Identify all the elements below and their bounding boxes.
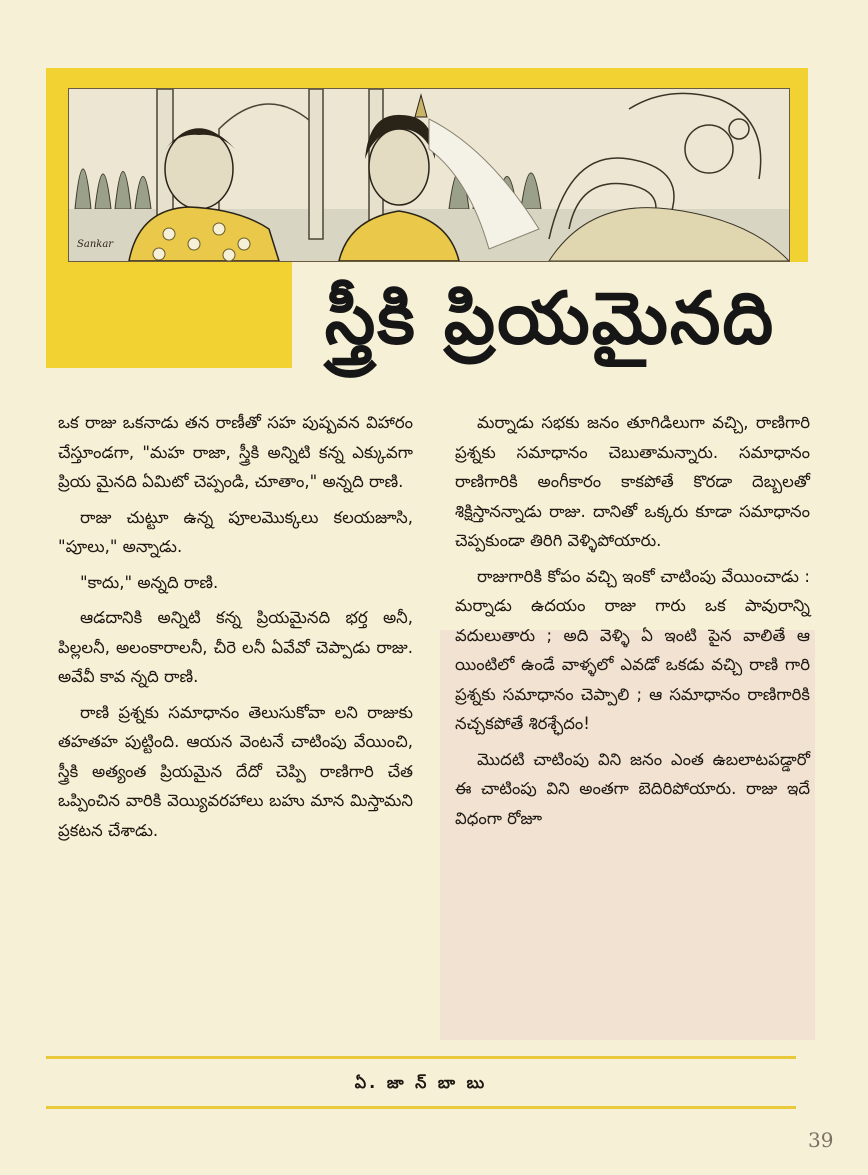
byline-rule-top — [46, 1056, 796, 1059]
paragraph: ఒక రాజు ఒకనాడు తన రాణీతో సహ పుష్పవన విహారం చేస్తూండగా, "మహ రాజా, స్త్రీకి అన్నిటి కన్న ఎక్కువగా ప్రియ మైనది ఏమిటో చెప్పండి, చూతాం," అన్నది రాణి. — [58, 413, 413, 491]
paragraph: రాజు చుట్టూ ఉన్న పూలమొక్కలు కలయజూసి, "పూలు," అన్నాడు. — [58, 507, 413, 556]
paragraph: మర్నాడు సభకు జనం తూగిడిలుగా వచ్చి, రాణిగారి ప్రశ్నకు సమాధానం చెబుతామన్నారు. సమాధానం రాణిగారికి అంగీకారం కాకపోతే కొరడా దెబ్బలతో శిక్షిస్తానన్నాడు రాజు. దానితో ఒక్కరు కూడా సమాధానం చెప్పకుండా తిరిగి వెళ్ళిపోయారు. — [455, 413, 810, 550]
story-title: స్త్రీకి ప్రియమైనది — [324, 276, 776, 360]
author-byline: ఏ. జా న్ బా బు — [354, 1073, 488, 1092]
king-queen-illustration — [69, 89, 789, 261]
left-column — [58, 408, 413, 851]
header-illustration — [68, 88, 790, 262]
paragraph: రాజుగారికి కోపం వచ్చి ఇంకో చాటింపు వేయించాడు : మర్నాడు ఉదయం రాజు గారు ఒక పావురాన్ని వదులుతారు ; అది వెళ్ళి ఏ ఇంటి పైన వాలితే ఆ యింటిలో ఉండే వాళ్ళలో ఎవడో ఒకడు వచ్చి రాణి గారి ప్రశ్నకు సమాధానం చెప్పాలి ; ఆ సమాధానం రాణిగారికి నచ్చకపోతే శిరశ్ఛేదం! — [455, 566, 810, 733]
byline-rule-bottom — [46, 1106, 796, 1109]
illustrator-signature: Sankar — [77, 239, 114, 250]
paragraph: రాణి ప్రశ్నకు సమాధానం తెలుసుకోవా లని రాజుకు తహతహ పుట్టింది. ఆయన వెంటనే చాటింపు వేయించి, స్త్రీకి అత్యంత ప్రియమైన దేదో చెప్పి రాణిగారి చేత ఒప్పించిన వారికి వెయ్యివరహాలు బహు మాన మిస్తామని ప్రకటన చేశాడు. — [58, 702, 413, 840]
paragraph: మొదటి చాటింపు విని జనం ఎంత ఉబలాటపడ్డారో ఈ చాటింపు విని అంతగా బెదిరిపోయారు. రాజు ఇదే విధంగా రోజూ — [455, 749, 810, 828]
paragraph: ఆడదానికి అన్నిటి కన్న ప్రియమైనది భర్త అనీ, పిల్లలనీ, అలంకారాలనీ, చీరె లనీ ఏవేవో చెప్పాడు రాజు. అవేవీ కావ న్నది రాణి. — [58, 608, 413, 686]
paragraph: "కాదు," అన్నది రాణి. — [80, 572, 219, 592]
right-column — [455, 408, 810, 839]
page-number: 39 — [808, 1128, 834, 1152]
